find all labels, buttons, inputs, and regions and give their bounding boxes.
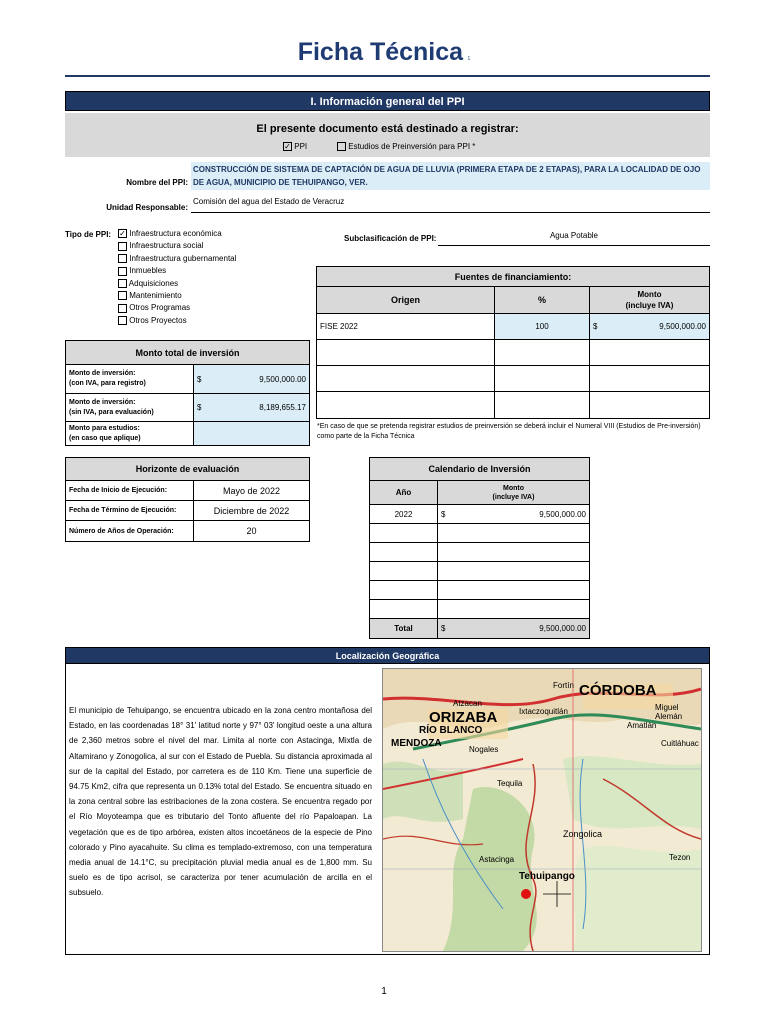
monto-total-title: Monto total de inversión [66,341,310,365]
map-label-nogales: Nogales [469,745,499,754]
checkbox-infra-social[interactable] [118,242,127,251]
unidad-label: Unidad Responsable: [106,203,188,212]
map-label-tequila: Tequila [497,779,523,788]
map-label-ixtaczoquitlan: Ixtaczoquitlán [519,707,568,716]
checkbox-otros-proyectos[interactable] [118,316,127,325]
calendario-cell[interactable] [438,524,590,543]
calendario-cell[interactable] [370,581,438,600]
horizonte-title: Horizonte de evaluación [66,458,310,481]
tipo-option[interactable] [118,302,236,314]
tipo-option-label: Mantenimiento [129,291,182,301]
monto-r3-label [66,422,194,446]
map-label-atzacan: Atzacan [453,699,482,708]
tipo-option-label: Infraestructura económica [129,229,222,238]
register-heading: El presente documento está destinado a registrar: [256,123,519,135]
tipo-list [118,228,236,327]
tipo-option[interactable] [118,290,236,302]
fuentes-cell[interactable] [495,366,590,392]
checkbox-estudios[interactable] [337,142,346,151]
map-label-amatlan: Amatlán [627,721,657,730]
fuentes-cell[interactable] [590,340,710,366]
fuentes-cell[interactable] [495,340,590,366]
checkbox-infra-economica[interactable]: ✓ [119,229,126,239]
calendario-total-value: 9,500,000.00 [539,624,586,633]
monto-r3-label-1: Monto para estudios: [69,424,140,432]
fuentes-col-origen: Origen [317,287,495,314]
fuentes-row-empty [317,392,710,419]
fuentes-col-pct: % [495,287,590,314]
location-map[interactable] [382,668,702,952]
fuentes-cell[interactable] [590,366,710,392]
subclas-value[interactable]: Agua Potable [438,231,710,246]
horizonte-termino-label: Fecha de Término de Ejecución: [66,501,194,521]
register-option-estudios[interactable] [337,142,475,151]
page-title: Ficha Técnica [297,38,464,66]
tipo-option-label: Otros Proyectos [129,315,187,325]
map-label-fortin: Fortín [553,681,574,690]
monto-r1-label-2: (con IVA, para registro) [69,380,146,387]
calendario-col-anio: Año [370,481,438,505]
calendario-row-empty [370,524,590,543]
calendario-cell[interactable] [370,600,438,619]
title-footnote: 1 [467,56,471,62]
nombre-value[interactable]: CONSTRUCCIÓN DE SISTEMA DE CAPTACIÓN DE AGUA DE LLUVIA (PRIMERA ETAPA DE 2 ETAPAS), PARA LA LOCALIDAD DE OJO DE AGUA, MUNICIPIO DE TEHUIPANGO, VER. [191,162,710,190]
tipo-option[interactable] [118,240,236,252]
tipo-option-label: Infraestructura social [129,241,204,251]
fuentes-cell[interactable] [317,366,495,392]
calendario-row-empty [370,543,590,562]
checkbox-adquisiciones[interactable] [118,279,127,288]
calendario-row-empty [370,600,590,619]
divider [65,664,66,955]
tipo-option[interactable] [118,265,236,277]
map-label-rio-blanco: RÍO BLANCO [419,725,483,736]
monto-r1-label-1: Monto de inversión: [69,370,136,377]
section1-header: I. Información general del PPI [65,91,710,111]
tipo-option-label: Adquisiciones [128,278,179,288]
title-rule [65,75,710,77]
monto-r2-cur: $ [197,403,202,412]
calendario-total [438,619,590,639]
calendario-cell[interactable] [438,600,590,619]
fuentes-col-monto-1: Monto [637,290,662,299]
map-label-tezon: Tezon [669,853,691,862]
calendario-col-monto-1: Monto [503,484,524,492]
calendario-monto-value: 9,500,000.00 [539,509,586,519]
tipo-label: Tipo de PPI: [65,230,112,239]
monto-r3-label-2: (en caso que aplique) [69,434,141,442]
map-label-cordoba: CÓRDOBA [579,682,657,699]
calendario-monto-cur: $ [441,509,446,519]
fuentes-row [317,314,710,340]
map-label-orizaba: ORIZABA [429,709,498,726]
register-box [65,113,710,157]
fuentes-cell[interactable] [317,340,495,366]
horizonte-table [65,457,310,542]
fuentes-table [316,266,710,419]
monto-total-table [65,340,310,446]
monto-r1-amount: 9,500,000.00 [259,374,306,384]
calendario-col-monto [438,481,590,505]
fuentes-row-empty [317,340,710,366]
tipo-option-label: Inmuebles [129,266,167,276]
horizonte-anios-label: Número de Años de Operación: [66,521,194,542]
location-marker-icon [518,890,528,900]
page-number: 1 [381,986,387,997]
calendario-table [369,457,590,639]
tipo-option[interactable] [118,278,236,290]
subclas-label: Subclasificación de PPI: [344,234,437,243]
fuentes-cell[interactable] [495,392,590,419]
monto-r2-label [66,394,194,422]
calendario-monto[interactable] [438,505,590,524]
unidad-value[interactable]: Comisión del agua del Estado de Veracruz [191,197,710,213]
calendario-anio[interactable]: 2022 [370,505,438,524]
horizonte-inicio-label: Fecha de Inicio de Ejecución: [66,481,194,501]
fuentes-origen[interactable]: FISE 2022 [317,314,495,340]
register-option-ppi[interactable] [283,142,307,151]
monto-r1-label [66,365,194,394]
tipo-option-label: Otros Programas [129,303,191,313]
calendario-col-monto-2: (incluye IVA) [492,493,535,501]
map-label-cuitlahuac: Cuitláhuac [661,739,699,748]
calendario-cell[interactable] [438,543,590,562]
map-label-astacinga: Astacinga [479,855,515,864]
fuentes-title: Fuentes de financiamiento: [317,267,710,287]
fuentes-cell[interactable] [590,392,710,419]
tipo-option[interactable] [118,228,236,240]
calendario-total-cur: $ [441,624,446,633]
monto-r2-label-1: Monto de inversión: [69,398,136,406]
fuentes-monto-value: 9,500,000.00 [659,322,706,331]
monto-r2-value[interactable] [194,394,310,422]
fuentes-col-monto-2: (incluye IVA) [625,301,674,310]
fuentes-cell[interactable] [317,392,495,419]
checkbox-mantenimiento[interactable] [118,291,127,300]
tipo-option-label: Infraestructura gubernamental [129,253,237,263]
fuentes-monto-cur: $ [593,322,598,331]
horizonte-inicio-value[interactable]: Mayo de 2022 [194,481,310,501]
checkbox-inmuebles[interactable] [118,267,127,276]
monto-r3-value[interactable] [194,422,310,446]
map-label-miguel-aleman: Miguel Alemán [655,703,683,721]
calendario-row-empty [370,581,590,600]
tipo-option[interactable] [118,253,236,265]
page-title-wrap [0,38,768,67]
fuentes-monto[interactable] [590,314,710,340]
monto-r2-amount: 8,189,655.17 [259,403,306,412]
map-label-zongolica: Zongolica [563,829,603,839]
fuentes-col-monto [590,287,710,314]
calendario-row-empty [370,562,590,581]
map-label-tehuipango: Tehuipango [519,871,575,882]
monto-r2-label-2: (sin IVA, para evaluación) [69,408,154,416]
monto-r1-cur: $ [197,374,202,384]
horizonte-termino-value[interactable]: Diciembre de 2022 [194,501,310,521]
localizacion-text: El municipio de Tehuipango, se encuentra ubicado en la zona centro montañosa del Estado, en las coordenadas 18° 31' latitud norte y 97° 03' longitud oeste a una altura de 2,360 metros sobre el nivel del mar. Limita al norte con Astacinga, Mixtla de Altamirano y Zonogolica, al sur con el Estado de Puebla. Su distancia aproximada al sur de la capital del Estado, por carretera es de 110 Km. Tiene una superficie de 94.75 Km2, cifra que representa un 0.13% total del Estado. Se encuentra situado en la zona central sobre las estribaciones de la zona costera. Se encuentra regado por el Río Moyoteampa que es tributario del Tonto afluente del río Papaloapan. La vegetación que es de tipo arbórea, existen altos incoetáneos de la especie de Pino colorado y Pino ayacahuite. Su clima es templado-extremoso, con una temperatura media anual de 14.1°C, su precipitación pluvial media anual es de 1,800 mm. Su suelo es de tipo acrisol, se caracteriza por tener acumulación de arcilla en el subsuelo. [69,706,372,898]
calendario-cell[interactable] [438,581,590,600]
monto-r1-value[interactable] [194,365,310,394]
register-option-ppi-label: PPI [294,142,308,151]
register-option-estudios-label: Estudios de Preinversión para PPI * [348,142,476,151]
calendario-cell[interactable] [438,562,590,581]
fuentes-note: *En caso de que se pretenda registrar estudios de preinversión se deberá incluir el Numeral VIII (Estudios de Pre-inversión) como parte de la Ficha Técnica [317,423,701,440]
checkbox-otros-programas[interactable] [118,304,127,313]
calendario-total-label: Total [370,619,438,639]
nombre-label: Nombre del PPI: [126,178,188,187]
checkbox-ppi[interactable]: ✓ [284,142,291,152]
calendario-cell[interactable] [370,524,438,543]
fuentes-pct[interactable]: 100 [495,314,590,340]
fuentes-row-empty [317,366,710,392]
checkbox-infra-gubernamental[interactable] [118,254,127,263]
calendario-cell[interactable] [370,543,438,562]
map-label-mendoza: MENDOZA [391,738,442,749]
tipo-option[interactable] [118,315,236,327]
calendario-cell[interactable] [370,562,438,581]
horizonte-anios-value[interactable]: 20 [194,521,310,542]
calendario-title: Calendario de Inversión [370,458,590,481]
localizacion-title: Localización Geográfica [65,647,710,664]
